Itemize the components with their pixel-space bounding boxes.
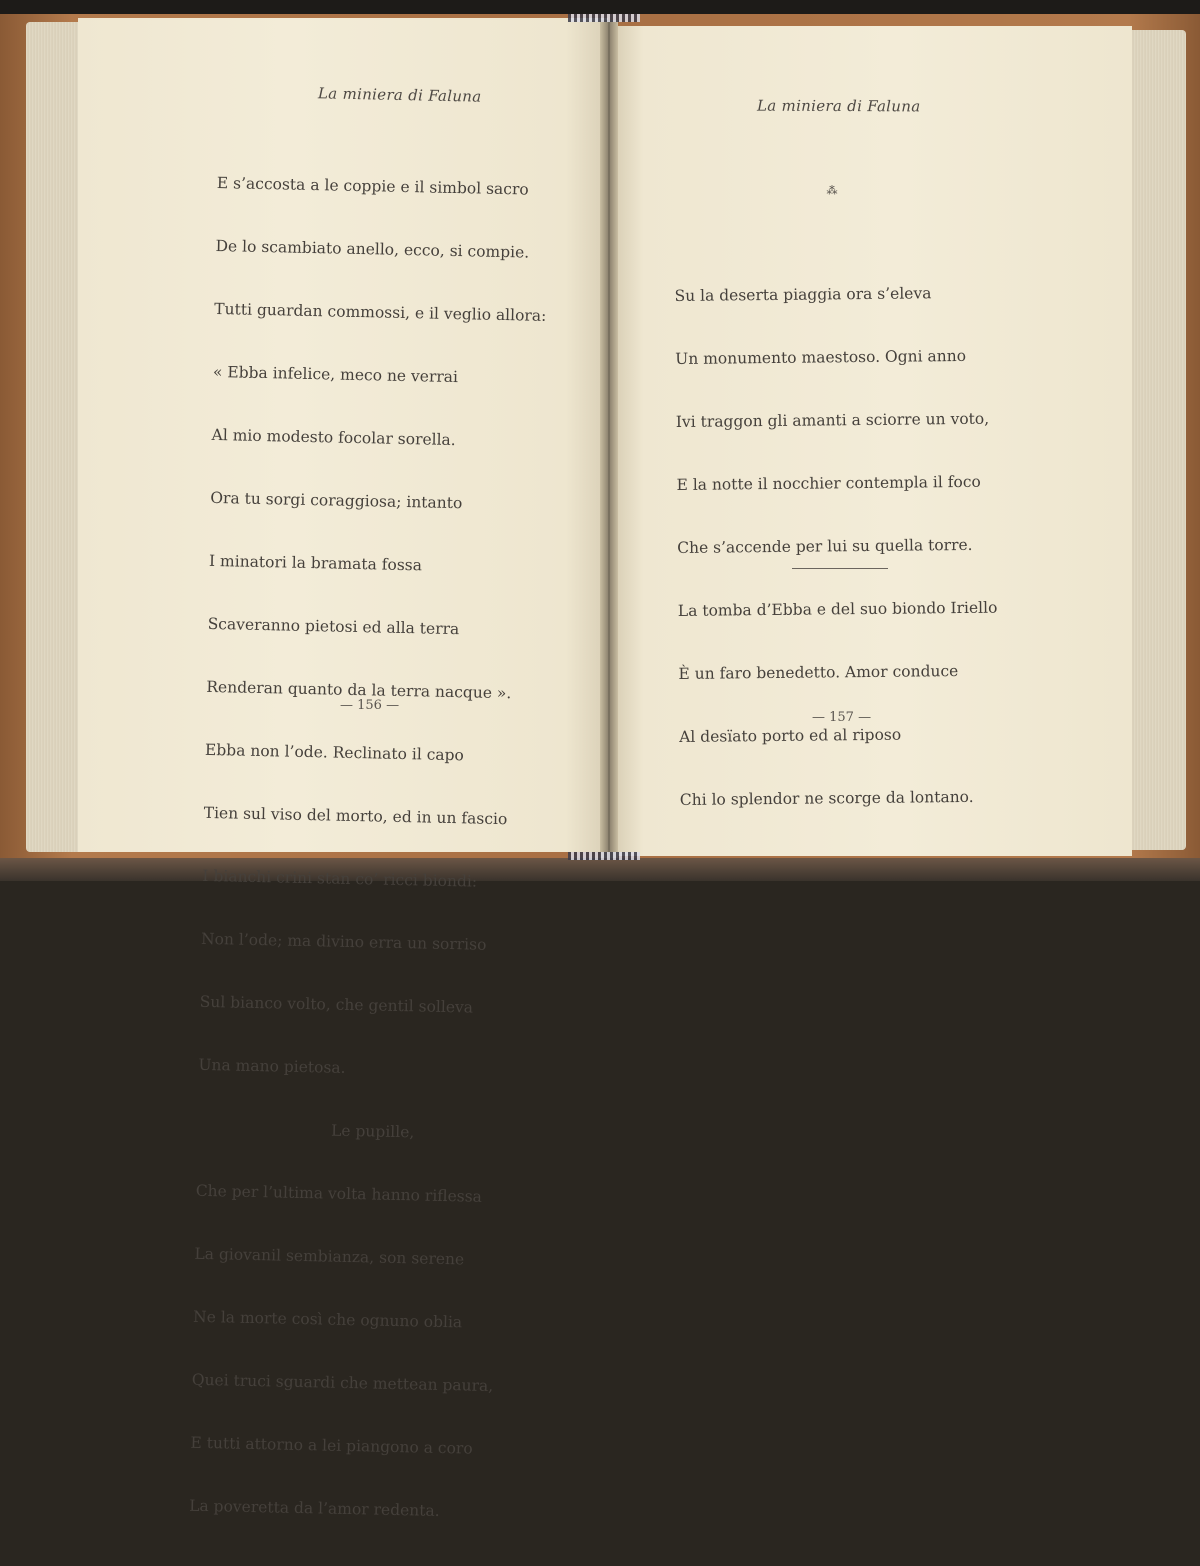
poem-line: Renderan quanto da la terra nacque ». [206,677,512,703]
page-edges-left [26,22,82,852]
poem-line: Che per l’ultima volta hanno riflessa [195,1181,483,1206]
poem-line: Ivi traggon gli amanti a sciorre un voto, [675,409,990,431]
poem-line: I minatori la bramata fossa [208,551,423,575]
poem-line: È un faro benedetto. Amor conduce [678,662,959,683]
book-gutter [600,20,618,858]
poem-line: Un monumento maestoso. Ogni anno [675,346,967,368]
cover-board-bottom [0,858,1200,881]
asterism-icon: ⁂ [826,184,838,197]
poem-line: Tutti guardan commossi, e il veglio allora: [214,299,547,325]
poem-line: La giovanil sembianza, son serene [194,1244,465,1269]
poem-text-left [188,131,550,1566]
poem-line: Al desïato porto ed al riposo [679,725,902,746]
poem-line: E s’accosta a le coppie e il simbol sacro [216,173,529,199]
poem-line: Non l’ode; ma divino erra un sorriso [200,929,487,954]
headband-bottom [568,852,640,860]
poem-line: Tien sul viso del morto, ed in un fascio [203,803,508,829]
poem-line: Le pupille, [330,1121,415,1142]
left-page [78,18,608,1520]
right-page [612,26,1132,856]
poem-line: De lo scambiato anello, ecco, si compie. [215,236,530,262]
poem-line: Chi lo splendor ne scorge da lontano. [679,787,974,809]
page-number-right: — 157 — [812,710,872,725]
poem-line: E tutti attorno a lei piangono a coro [190,1433,473,1458]
poem-line: Sul bianco volto, che gentil solleva [199,992,474,1017]
page-number-left: — 156 — [340,698,400,713]
poem-line: Scaveranno pietosi ed alla terra [207,614,460,639]
poem-line: Una mano pietosa. [198,1055,346,1077]
headband-top [568,14,640,22]
poem-line: Ebba non l’ode. Reclinato il capo [204,740,465,765]
poem-text-right [674,241,1000,853]
end-rule-divider [792,568,888,569]
poem-line: Ora tu sorgi coraggiosa; intanto [210,488,463,513]
poem-line: Quei truci sguardi che mettean paura, [191,1370,494,1396]
poem-line: Che s’accende per lui su quella torre. [677,535,973,557]
poem-line: La tomba d’Ebba e del suo biondo Iriello [677,598,998,620]
running-head-left: La miniera di Faluna [317,84,482,106]
page-edges-right [1128,30,1186,850]
poem-line: I bianchi crini stan co’ ricci biondi: [202,866,478,891]
poem-line: Al mio modesto focolar sorella. [211,425,456,450]
poem-line: Su la deserta piaggia ora s’eleva [674,284,932,305]
running-head-right: La miniera di Faluna [756,96,921,116]
poem-line: « Ebba infelice, meco ne verrai [212,362,459,387]
poem-line: E la notte il nocchier contempla il foco [676,472,981,494]
poem-line: Ne la morte così che ognuno oblia [192,1307,463,1332]
poem-line: La poveretta da l’amor redenta. [189,1496,440,1520]
